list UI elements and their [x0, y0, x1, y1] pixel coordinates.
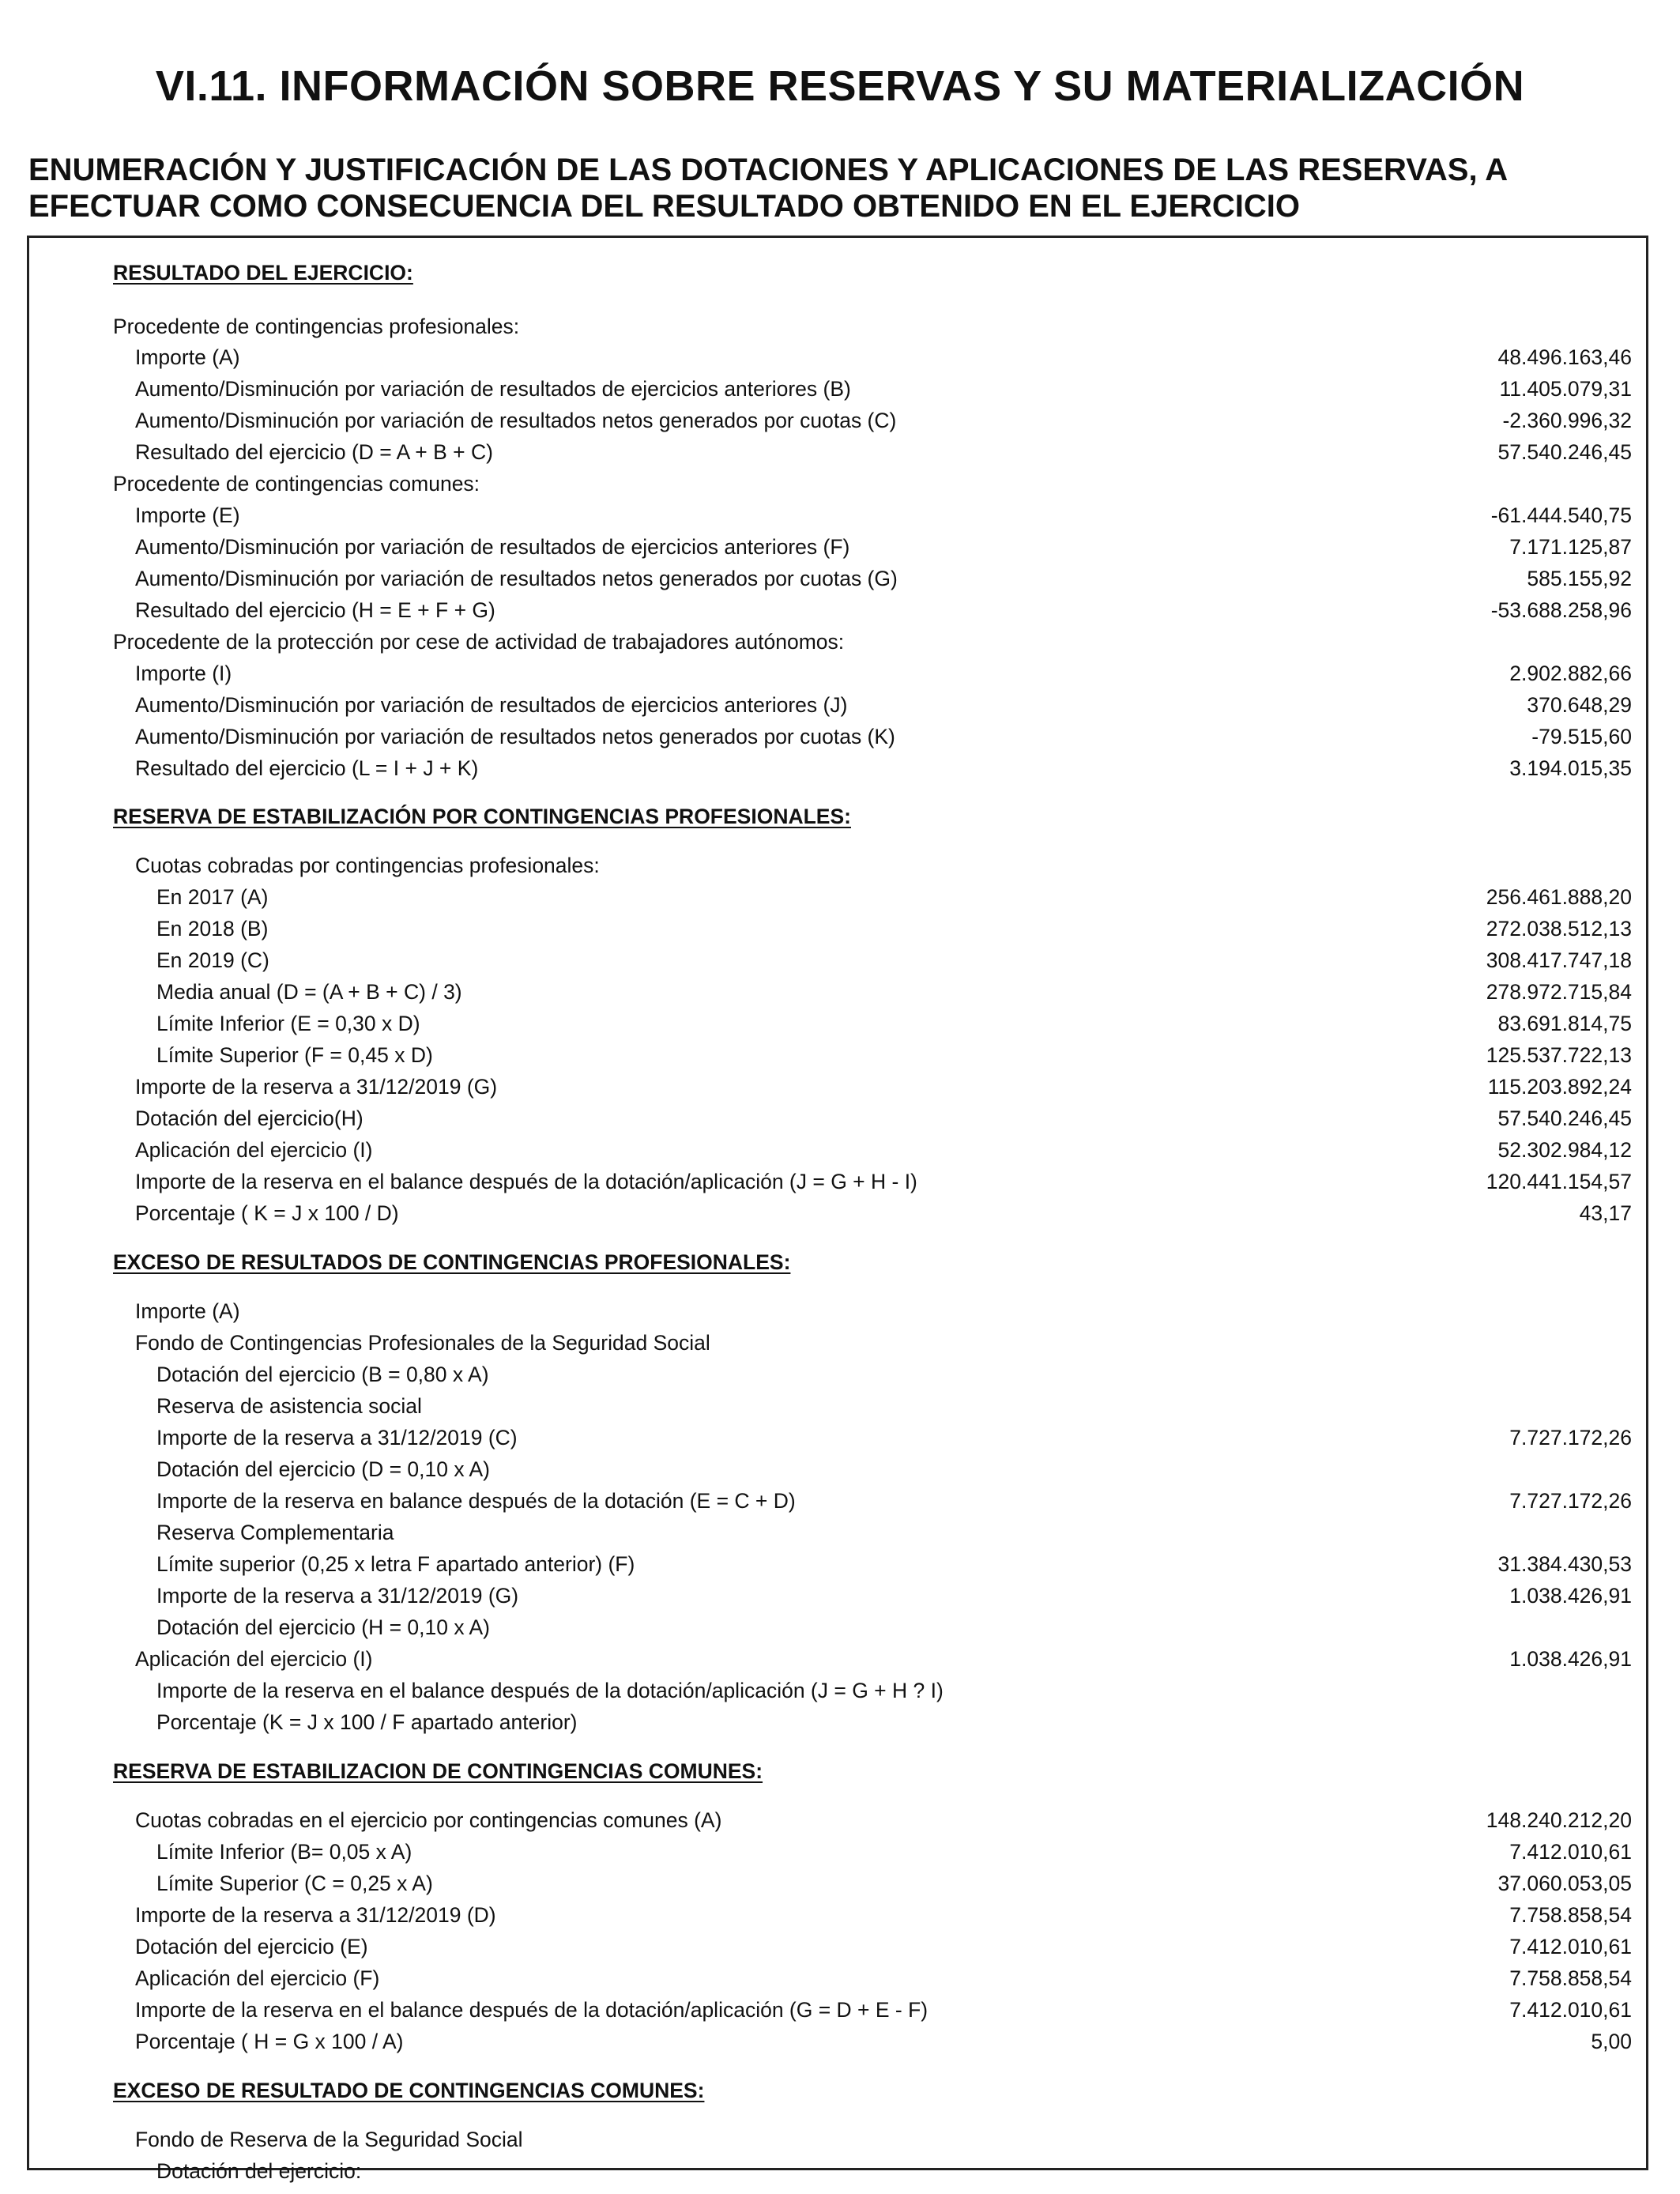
row-label: Límite Inferior (B= 0,05 x A): [156, 1840, 412, 1864]
row-label: Límite Superior (C = 0,25 x A): [156, 1872, 433, 1895]
table-row: [29, 1485, 1646, 1517]
row-label: Aumento/Disminución por variación de resultados netos generados por cuotas (C): [135, 409, 897, 432]
row-label: Procedente de la protección por cese de actividad de trabajadores autónomos:: [113, 630, 845, 654]
row-label: Importe de la reserva a 31/12/2019 (G): [135, 1075, 498, 1099]
row-value: 83.691.814,75: [1497, 1012, 1632, 1035]
row-value: 57.540.246,45: [1497, 1106, 1632, 1130]
row-label: Aplicación del ejercicio (I): [135, 1138, 373, 1162]
row-label: Porcentaje ( K = J x 100 / D): [135, 1201, 399, 1225]
row-value: -2.360.996,32: [1502, 409, 1632, 432]
row-label: Límite Superior (F = 0,45 x D): [156, 1043, 433, 1067]
row-label: Aumento/Disminución por variación de resultados de ejercicios anteriores (F): [135, 535, 850, 559]
table-row: [29, 626, 1646, 658]
table-row: [29, 1295, 1646, 1327]
row-label: Dotación del ejercicio (H = 0,10 x A): [156, 1615, 490, 1639]
table-row: [29, 1039, 1646, 1071]
row-label: Dotación del ejercicio (D = 0,10 x A): [156, 1457, 490, 1481]
row-value: 148.240.212,20: [1486, 1808, 1632, 1832]
row-value: 2.902.882,66: [1509, 662, 1632, 685]
row-label: Media anual (D = (A + B + C) / 3): [156, 980, 462, 1004]
table-row: [29, 881, 1646, 913]
table-row: [29, 1390, 1646, 1422]
table-row: [29, 1994, 1646, 2026]
row-value: 120.441.154,57: [1486, 1170, 1632, 1193]
row-value: 7.727.172,26: [1509, 1426, 1632, 1449]
table-row: [29, 2155, 1646, 2187]
table-row: [29, 1166, 1646, 1197]
page-subtitle: [28, 152, 1656, 224]
table-row: [29, 1453, 1646, 1485]
row-value: 3.194.015,35: [1509, 756, 1632, 780]
row-value: 43,17: [1579, 1201, 1632, 1225]
table-row: [29, 1103, 1646, 1134]
table-row: [29, 1422, 1646, 1453]
row-value: 585.155,92: [1527, 567, 1632, 590]
row-label: Aumento/Disminución por variación de resultados de ejercicios anteriores (B): [135, 377, 851, 401]
table-row: [29, 1548, 1646, 1580]
row-value: -53.688.258,96: [1490, 598, 1632, 622]
row-label: Límite superior (0,25 x letra F apartado anterior) (F): [156, 1552, 635, 1576]
table-row: [29, 468, 1646, 499]
table-row: [29, 405, 1646, 436]
table-row: [29, 1612, 1646, 1643]
table-row: [29, 594, 1646, 626]
table-row: [29, 531, 1646, 563]
table-row: [29, 1675, 1646, 1706]
row-value: 115.203.892,24: [1487, 1075, 1632, 1099]
table-row: [29, 752, 1646, 784]
row-label: Importe (A): [135, 345, 240, 369]
row-value: 1.038.426,91: [1509, 1647, 1632, 1671]
table-row: [29, 1327, 1646, 1359]
row-label: Resultado del ejercicio (D = A + B + C): [135, 440, 493, 464]
row-value: 5,00: [1591, 2030, 1632, 2053]
section-heading-row: [29, 1246, 1646, 1278]
table-row: [29, 913, 1646, 944]
subtitle-line-1: ENUMERACIÓN Y JUSTIFICACIÓN DE LAS DOTACIONES Y APLICACIONES DE LAS RESERVAS, A: [28, 153, 1509, 187]
row-value: 37.060.053,05: [1497, 1872, 1632, 1895]
table-row: [29, 1706, 1646, 1738]
table-row: [29, 373, 1646, 405]
section-heading-row: [29, 257, 1646, 288]
table-row: [29, 563, 1646, 594]
table-row: [29, 721, 1646, 752]
row-value: 308.417.747,18: [1486, 948, 1632, 972]
table-row: [29, 436, 1646, 468]
section-heading-row: [29, 2075, 1646, 2106]
row-label: Fondo de Reserva de la Seguridad Social: [135, 2128, 523, 2151]
table-row: [29, 1580, 1646, 1612]
row-label: Importe de la reserva en el balance después de la dotación/aplicación (G = D + E - F): [135, 1998, 929, 2022]
row-value: 7.412.010,61: [1509, 1998, 1632, 2022]
row-label: Cuotas cobradas en el ejercicio por contingencias comunes (A): [135, 1808, 722, 1832]
table-row: [29, 1804, 1646, 1836]
row-label: Importe (I): [135, 662, 232, 685]
row-label: Importe de la reserva a 31/12/2019 (G): [156, 1584, 519, 1608]
table-row: [29, 1836, 1646, 1868]
subtitle-line-2: EFECTUAR COMO CONSECUENCIA DEL RESULTADO OBTENIDO EN EL EJERCICIO: [28, 189, 1301, 224]
table-row: [29, 976, 1646, 1008]
row-label: Aumento/Disminución por variación de resultados netos generados por cuotas (G): [135, 567, 898, 590]
row-value: 7.758.858,54: [1509, 1966, 1632, 1990]
row-value: 125.537.722,13: [1486, 1043, 1632, 1067]
row-label: Dotación del ejercicio (E): [135, 1935, 368, 1958]
section-heading: RESERVA DE ESTABILIZACION DE CONTINGENCIAS COMUNES:: [113, 1759, 763, 1783]
row-label: Dotación del ejercicio:: [156, 2159, 362, 2183]
table-row: [29, 1962, 1646, 1994]
row-value: 278.972.715,84: [1486, 980, 1632, 1004]
row-value: -79.515,60: [1531, 725, 1632, 748]
table-row: [29, 341, 1646, 373]
table-row: [29, 1868, 1646, 1899]
row-label: Fondo de Contingencias Profesionales de la Seguridad Social: [135, 1331, 710, 1355]
section-heading-row: [29, 1755, 1646, 1787]
table-row: [29, 1517, 1646, 1548]
row-label: Resultado del ejercicio (H = E + F + G): [135, 598, 495, 622]
row-label: Cuotas cobradas por contingencias profesionales:: [135, 854, 600, 877]
row-label: Reserva de asistencia social: [156, 1394, 422, 1418]
table-row: [29, 1899, 1646, 1931]
table-row: [29, 1134, 1646, 1166]
section-heading: RESULTADO DEL EJERCICIO:: [113, 261, 413, 285]
row-value: 272.038.512,13: [1486, 917, 1632, 941]
section-heading: RESERVA DE ESTABILIZACIÓN POR CONTINGENCIAS PROFESIONALES:: [113, 805, 851, 828]
table-row: [29, 1931, 1646, 1962]
row-value: 1.038.426,91: [1509, 1584, 1632, 1608]
row-value: 256.461.888,20: [1486, 885, 1632, 909]
row-label: Aplicación del ejercicio (F): [135, 1966, 380, 1990]
row-label: Dotación del ejercicio(H): [135, 1106, 363, 1130]
row-value: 57.540.246,45: [1497, 440, 1632, 464]
row-label: Importe (E): [135, 503, 240, 527]
row-label: Resultado del ejercicio (L = I + J + K): [135, 756, 479, 780]
row-label: Importe de la reserva en balance después de la dotación (E = C + D): [156, 1489, 796, 1513]
row-value: -61.444.540,75: [1490, 503, 1632, 527]
row-label: Aplicación del ejercicio (I): [135, 1647, 373, 1671]
row-value: 52.302.984,12: [1497, 1138, 1632, 1162]
row-value: 7.412.010,61: [1509, 1935, 1632, 1958]
section-heading: EXCESO DE RESULTADOS DE CONTINGENCIAS PROFESIONALES:: [113, 1250, 791, 1274]
row-label: Procedente de contingencias comunes:: [113, 472, 480, 496]
reserves-table: [27, 236, 1648, 2183]
section-heading-row: [29, 801, 1646, 832]
table-row: [29, 2124, 1646, 2155]
row-label: Aumento/Disminución por variación de resultados de ejercicios anteriores (J): [135, 693, 848, 717]
row-label: Aumento/Disminución por variación de resultados netos generados por cuotas (K): [135, 725, 895, 748]
row-label: Porcentaje ( H = G x 100 / A): [135, 2030, 404, 2053]
row-value: 11.405.079,31: [1499, 377, 1632, 401]
table-row: [29, 1359, 1646, 1390]
row-label: Dotación del ejercicio (B = 0,80 x A): [156, 1363, 489, 1386]
row-label: Límite Inferior (E = 0,30 x D): [156, 1012, 420, 1035]
row-label: Porcentaje (K = J x 100 / F apartado anterior): [156, 1710, 578, 1734]
table-row: [29, 1071, 1646, 1103]
row-label: En 2017 (A): [156, 885, 269, 909]
table-row: [29, 311, 1646, 342]
page-title: VI.11. INFORMACIÓN SOBRE RESERVAS Y SU MATERIALIZACIÓN: [155, 62, 1525, 110]
table-row: [29, 1008, 1646, 1039]
row-value: 7.171.125,87: [1509, 535, 1632, 559]
row-label: En 2019 (C): [156, 948, 269, 972]
table-row: [29, 850, 1646, 881]
row-value: 7.412.010,61: [1509, 1840, 1632, 1864]
row-value: 48.496.163,46: [1497, 345, 1632, 369]
row-value: 370.648,29: [1527, 693, 1632, 717]
table-row: [29, 1643, 1646, 1675]
row-label: Reserva Complementaria: [156, 1521, 394, 1544]
table-row: [29, 499, 1646, 531]
row-label: Importe de la reserva a 31/12/2019 (D): [135, 1903, 496, 1927]
row-value: 31.384.430,53: [1497, 1552, 1632, 1576]
table-row: [29, 1197, 1646, 1229]
row-label: Importe de la reserva en el balance después de la dotación/aplicación (J = G + H - I): [135, 1170, 917, 1193]
row-label: Importe de la reserva a 31/12/2019 (C): [156, 1426, 518, 1449]
row-label: Importe de la reserva en el balance después de la dotación/aplicación (J = G + H ? I): [156, 1679, 944, 1702]
section-heading: EXCESO DE RESULTADO DE CONTINGENCIAS COMUNES:: [113, 2079, 705, 2102]
row-label: Importe (A): [135, 1299, 240, 1323]
row-value: 7.758.858,54: [1509, 1903, 1632, 1927]
table-row: [29, 944, 1646, 976]
table-row: [29, 2026, 1646, 2057]
row-label: En 2018 (B): [156, 917, 269, 941]
row-value: 7.727.172,26: [1509, 1489, 1632, 1513]
table-row: [29, 689, 1646, 721]
row-label: Procedente de contingencias profesionales:: [113, 315, 520, 338]
table-row: [29, 658, 1646, 689]
